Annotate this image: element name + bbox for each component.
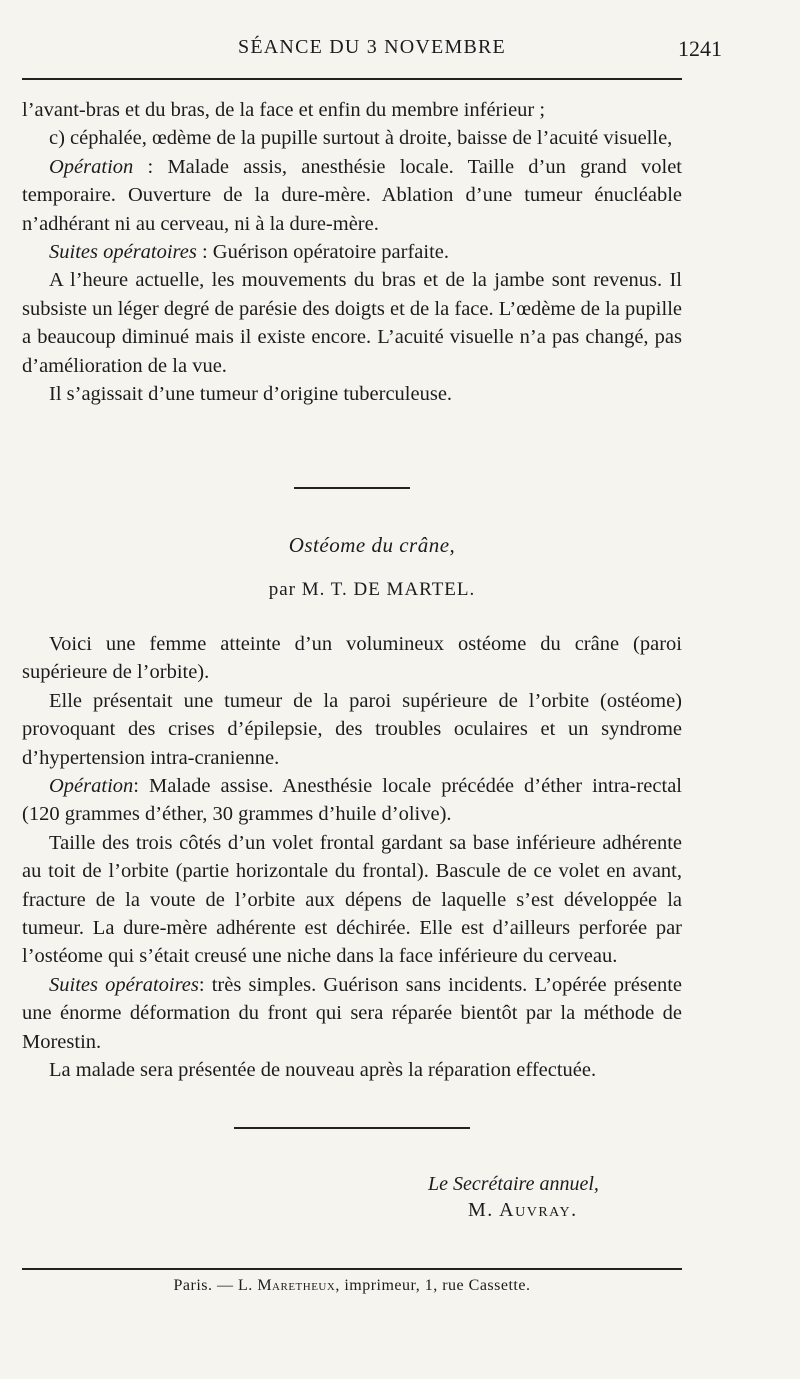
paragraph-text: : Guérison opératoire parfaite. [196,241,450,264]
author-prefix: par [268,579,302,600]
paragraph-text: : Malade assise. Anesthésie locale précédée d’éther intra-rectal (120 grammes d’éther, 30 grammes d’huile d’olive). [22,775,682,826]
paragraph-text: : très simples. Guérison sans incidents. L’opérée présente une énorme déformation du front qui sera réparée bientôt par la méthode de Morestin. [22,973,682,1053]
page [22,0,778,1379]
paragraph: Elle présentait une tumeur de la paroi supérieure de l’orbite (ostéome) provoquant des crises d’épilepsie, des troubles oculaires et un syndrome d’hypertension intra-cranienne. [22,689,682,769]
page-number: 1241 [678,36,722,61]
article-body [22,630,682,1085]
signature-role: Le Secrétaire annuel, [428,1173,599,1195]
section-label: Opération [49,155,134,178]
imprint-suffix: , imprimeur, 1, rue Cassette. [335,1277,531,1294]
imprint-printer: Maretheux [257,1277,336,1294]
paragraph [22,124,682,152]
paragraph: Taille des trois côtés d’un volet frontal gardant sa base inférieure adhérente au toit de l’orbite (partie horizontale du frontal). Bascule de ce volet en avant, fracture de la voute de l’orbite aux dépens de laquelle s’est développée la tumeur. La dure-mère adhérente est déchirée. Elle est d’ailleurs perforée par l’ostéome qui s’était creusé une niche dans la face inférieure du cerveau. [22,831,682,968]
paragraph [22,971,682,1056]
paragraph-text: : Malade assis, anesthésie locale. Taille d’un grand volet temporaire. Ouverture de la dure-mère. Ablation d’une tumeur énucléable n’adhérant ni au cerveau, ni à la dure-mère. [22,155,682,235]
footer-rule [22,1268,682,1270]
page-header [22,36,722,66]
previous-case-text [22,96,682,408]
header-rule [22,78,682,80]
paragraph: Voici une femme atteinte d’un volumineux ostéome du crâne (paroi supérieure de l’orbite). [22,633,682,684]
signature-name: M. Auvray. [468,1199,578,1221]
paragraph [22,772,682,829]
section-label: Opération [49,775,134,798]
paragraph-text: c) céphalée, œdème de la pupille surtout à droite, baisse de l’acuité visuelle, [49,127,673,150]
paragraph: l’avant-bras et du bras, de la face et enfin du membre inférieur ; [22,99,546,121]
end-divider [234,1127,470,1129]
section-label: Suites opératoires [49,241,197,264]
author-name: M. T. DE MARTEL. [301,579,476,600]
running-title: SÉANCE DU 3 NOVEMBRE [238,36,506,58]
section-label: Suites opératoires [49,973,199,996]
printer-imprint [22,1277,682,1295]
article-author [22,579,722,601]
imprint-prefix: Paris. — L. [173,1277,258,1294]
article-title: Ostéome du crâne, [288,533,456,557]
paragraph: Il s’agissait d’une tumeur d’origine tuberculeuse. [49,383,453,406]
paragraph [22,153,682,238]
section-divider [294,487,410,489]
paragraph: La malade sera présentée de nouveau après la réparation effectuée. [49,1059,597,1082]
paragraph: A l’heure actuelle, les mouvements du bras et de la jambe sont revenus. Il subsiste un léger degré de parésie des doigts et de la face. L’œdème de la pupille a beaucoup diminué mais il existe encore. L’acuité visuelle n’a pas changé, pas d’amélioration de la vue. [22,269,682,377]
paragraph [22,238,682,266]
